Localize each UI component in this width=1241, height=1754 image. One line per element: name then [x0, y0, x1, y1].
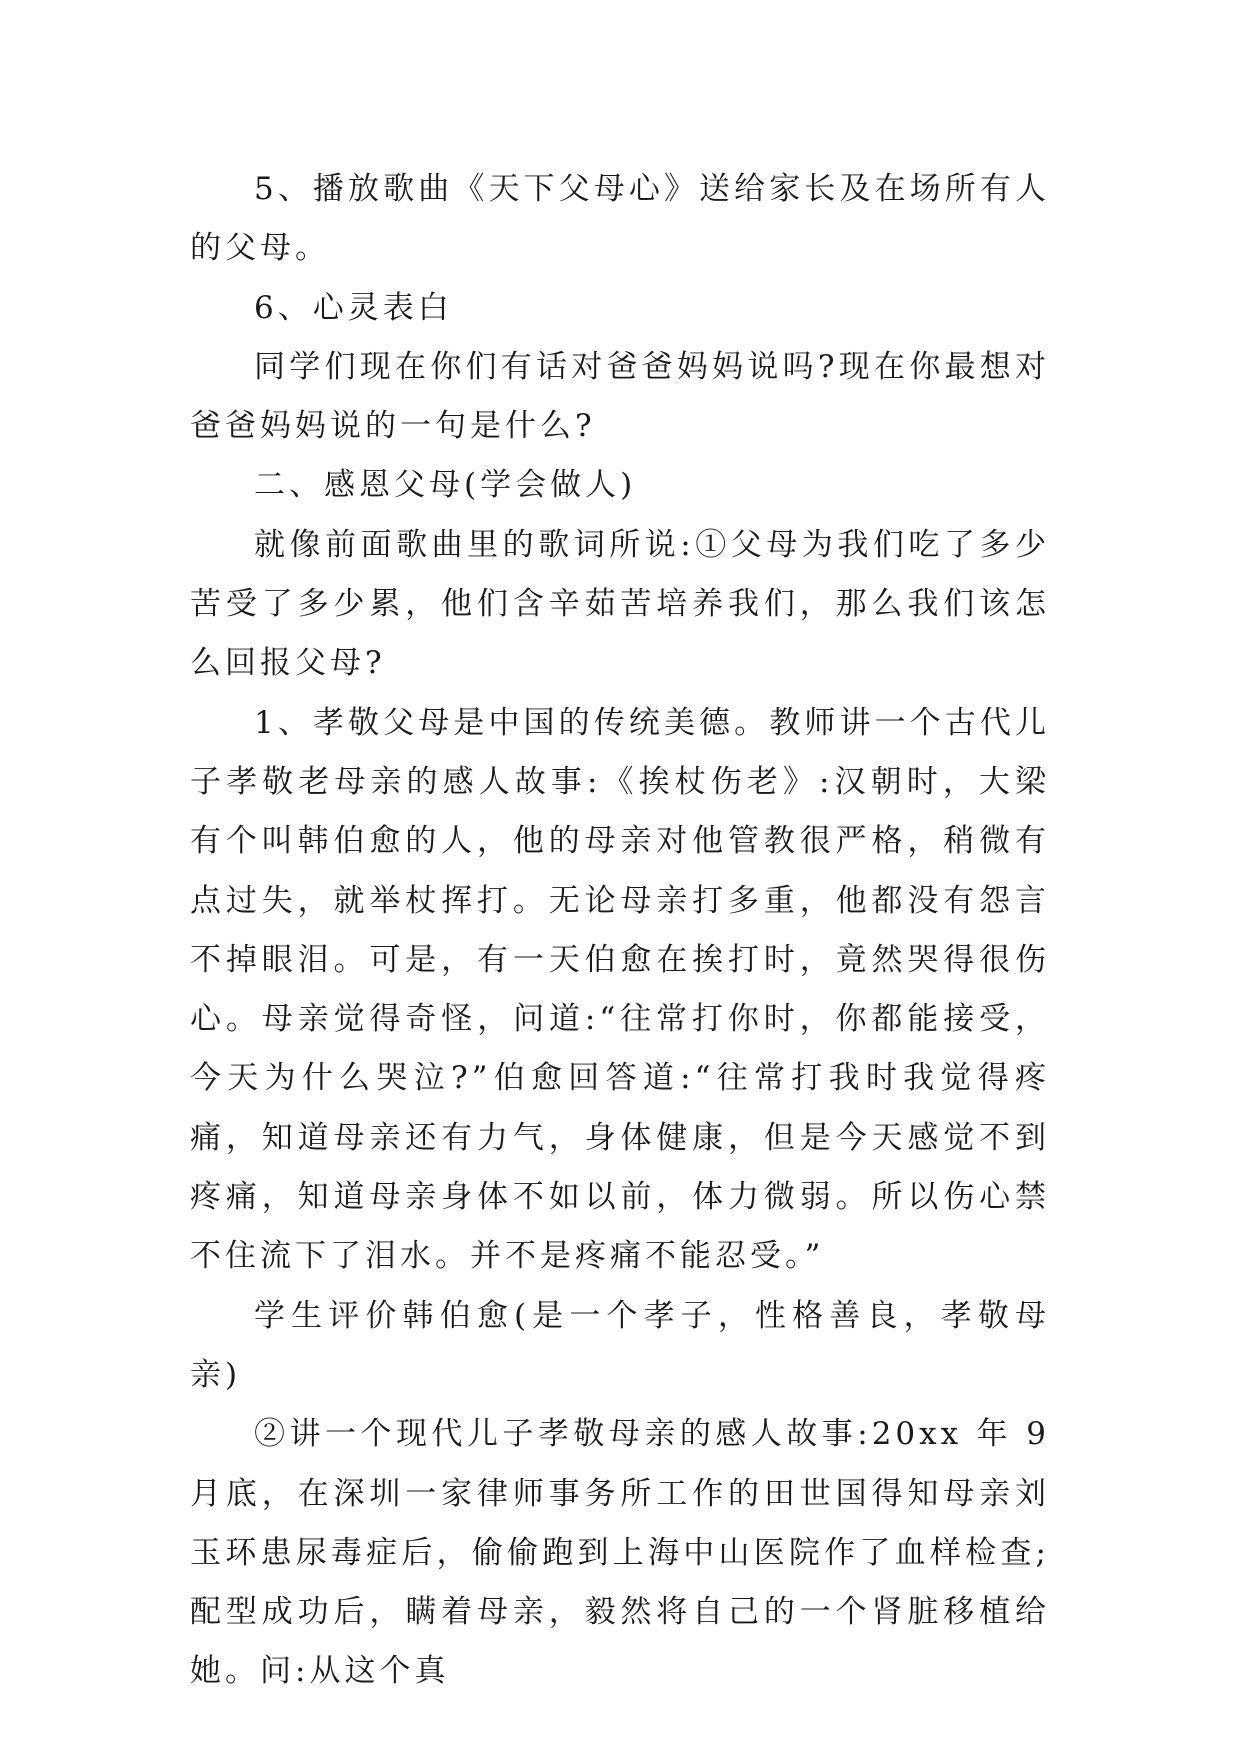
paragraph-student-evaluation: 学生评价韩伯愈(是一个孝子，性格善良，孝敬母亲) [190, 1297, 1050, 1393]
document-page [190, 160, 1050, 1702]
paragraph-modern-story: ②讲一个现代儿子孝敬母亲的感人故事:20xx 年 9 月底，在深圳一家律师事务所工作的田世国得知母亲刘玉环患尿毒症后，偷偷跑到上海中山医院作了血样检查;配型成功后，瞒着母亲，毅然将自己的一个肾脏移植给她。问:从这个真 [190, 1416, 1050, 1690]
paragraph-song-lyrics: 就像前面歌曲里的歌词所说:①父母为我们吃了多少苦受了多少累，他们含辛茹苦培养我们，那么我们该怎么回报父母? [190, 526, 1050, 682]
paragraph-question-to-parents: 同学们现在你们有话对爸爸妈妈说吗?现在你最想对爸爸妈妈说的一句是什么? [190, 348, 1050, 445]
paragraph-heart-confession-heading: 6、心灵表白 [254, 289, 453, 326]
paragraph-song-gift: 5、播放歌曲《天下父母心》送给家长及在场所有人的父母。 [190, 171, 1050, 267]
section-heading-gratitude: 二、感恩父母(学会做人) [254, 467, 637, 504]
paragraph-ancient-story: 1、孝敬父母是中国的传统美德。教师讲一个古代儿子孝敬老母亲的感人故事:《挨杖伤老》:汉朝时，大梁有个叫韩伯愈的人，他的母亲对他管教很严格，稍微有点过失，就举杖挥打。无论母亲打多重，他都没有怨言不掉眼泪。可是，有一天伯愈在挨打时，竟然哭得很伤心。母亲觉得奇怪，问道:“往常打你时，你都能接受，今天为什么哭泣?”伯愈回答道:“往常打我时我觉得疼痛，知道母亲还有力气，身体健康，但是今天感觉不到疼痛，知道母亲身体不如以前，体力微弱。所以伤心禁不住流下了泪水。并不是疼痛不能忍受。” [190, 704, 1050, 1275]
